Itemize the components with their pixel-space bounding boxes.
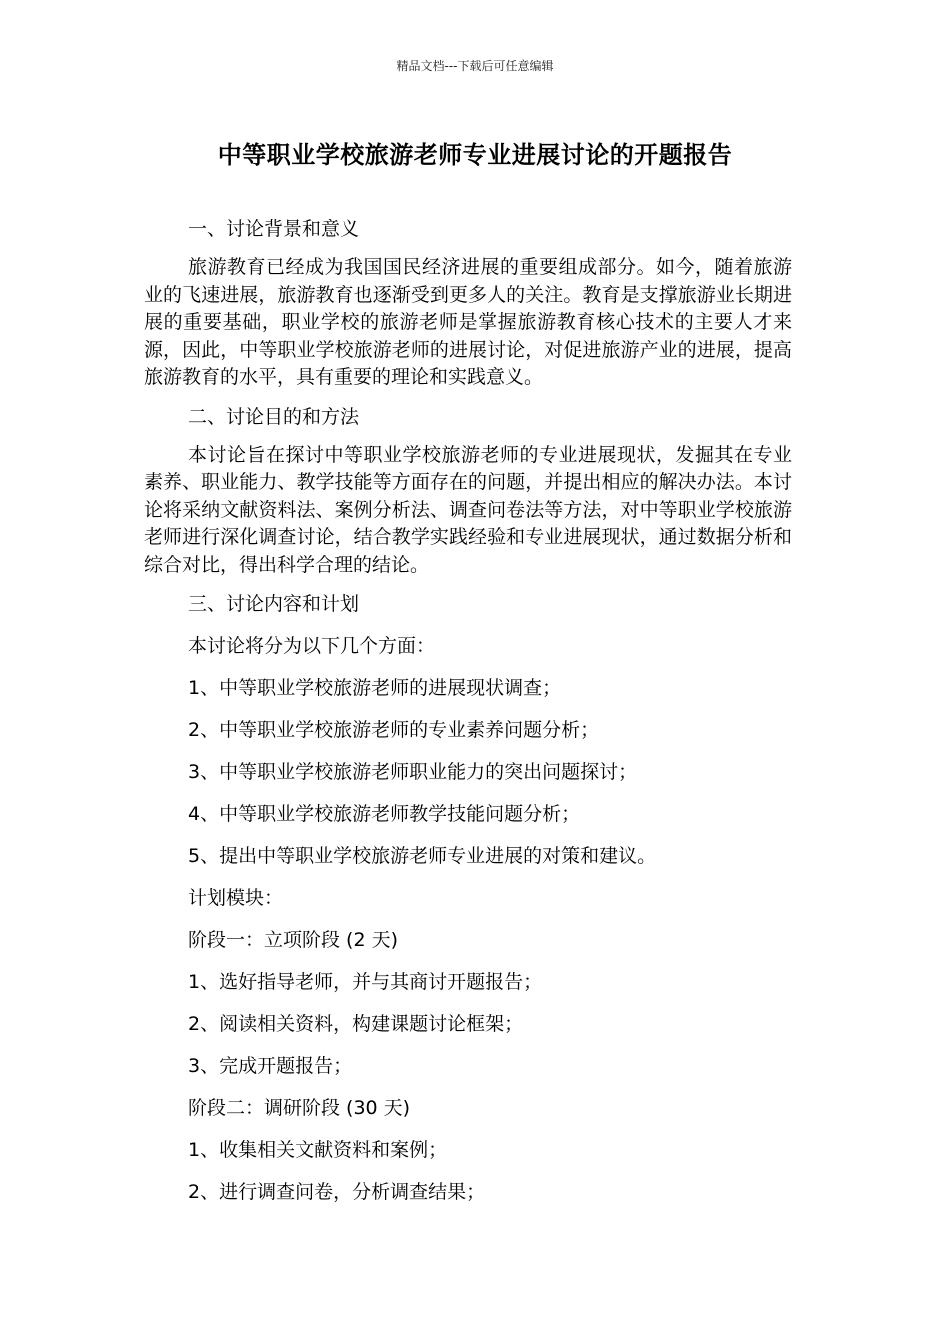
paragraph-purpose: 本讨论旨在探讨中等职业学校旅游老师的专业进展现状，发掘其在专业素养、职业能力、教学技能等方面存在的问题，并提出相应的解决办法。本讨论将采纳文献资料法、案例分析法、调查问卷法等方法，对中等职业学校旅游老师进行深化调查讨论，结合教学实践经验和专业进展现状，通过数据分析和综合对比，得出科学合理的结论。: [144, 443, 792, 576]
phase-list-item: 3、完成开题报告；: [188, 1055, 353, 1077]
phase-list-item: 1、收集相关文献资料和案例；: [188, 1139, 448, 1161]
section-heading-purpose: 二、讨论目的和方法: [188, 405, 360, 428]
paragraph-background: 旅游教育已经成为我国国民经济进展的重要组成部分。如今，随着旅游业的飞速进展，旅游教育也逐渐受到更多人的关注。教育是支撑旅游业长期进展的重要基础，职业学校的旅游老师是掌握旅游教育核心技术的主要人才来源，因此，中等职业学校旅游老师的进展讨论，对促进旅游产业的进展，提高旅游教育的水平，具有重要的理论和实践意义。: [144, 256, 792, 388]
phase-list-item: 2、进行调查问卷，分析调查结果；: [188, 1181, 486, 1203]
section-heading-content-plan: 三、讨论内容和计划: [188, 593, 360, 615]
section-heading-background: 一、讨论背景和意义: [188, 218, 360, 240]
content-intro: 本讨论将分为以下几个方面：: [188, 635, 436, 657]
plan-label: 计划模块：: [188, 887, 284, 909]
content-list-item: 3、中等职业学校旅游老师职业能力的突出问题探讨；: [188, 761, 638, 783]
content-list-item: 2、中等职业学校旅游老师的专业素养问题分析；: [188, 719, 600, 741]
phase-title: 阶段一：立项阶段 (2 天): [188, 929, 398, 951]
phase-list-item: 2、阅读相关资料，构建课题讨论框架；: [188, 1013, 524, 1035]
phase-title: 阶段二：调研阶段 (30 天): [188, 1097, 411, 1119]
page-header-caption: 精品文档---下载后可任意编辑: [396, 59, 554, 73]
content-list-item: 1、中等职业学校旅游老师的进展现状调查；: [188, 677, 562, 699]
document-title: 中等职业学校旅游老师专业进展讨论的开题报告: [217, 141, 733, 169]
content-list-item: 4、中等职业学校旅游老师教学技能问题分析；: [188, 803, 581, 825]
document-body: [144, 212, 792, 1217]
phase-list-item: 1、选好指导老师，并与其商讨开题报告；: [188, 971, 543, 993]
content-list-item: 5、提出中等职业学校旅游老师专业进展的对策和建议。: [188, 845, 657, 867]
